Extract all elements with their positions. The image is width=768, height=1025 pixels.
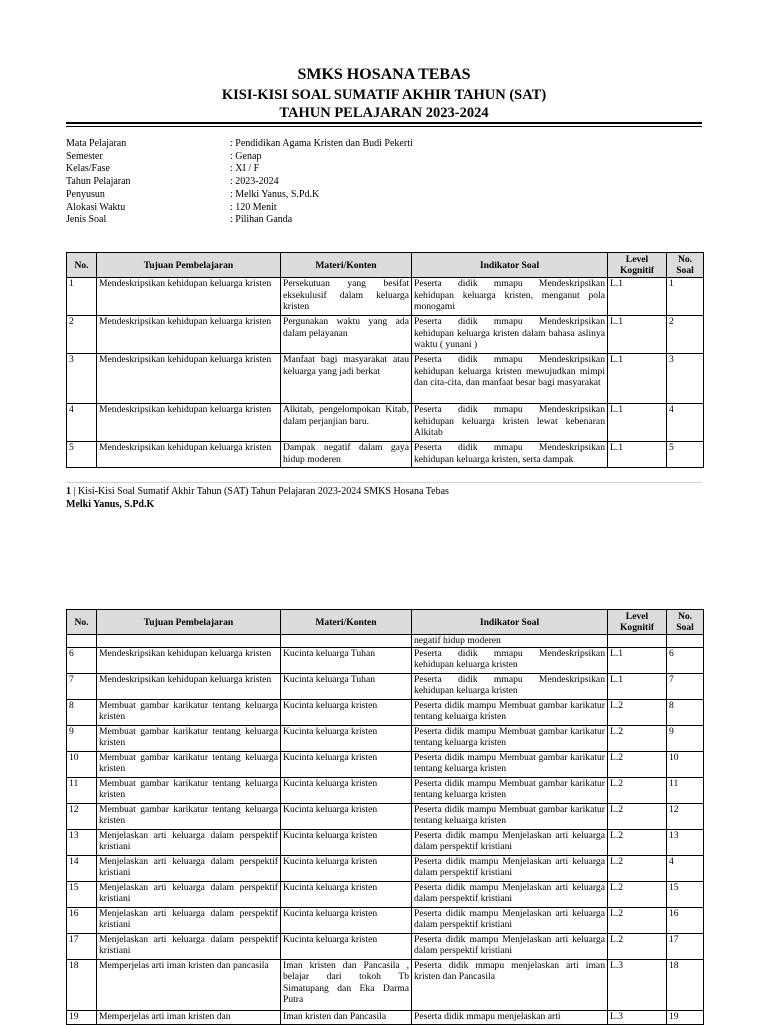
cell-tujuan: Mendeskripsikan kehidupan keluarga kristen — [97, 673, 281, 699]
cell-tujuan: Membuat gambar karikatur tentang keluarga kristen — [97, 725, 281, 751]
info-value: : Genap — [230, 150, 262, 162]
cell-no: 1 — [67, 278, 97, 316]
cell-materi: Kucinta keluarga kristen — [281, 777, 412, 803]
info-label: Mata Pelajaran — [66, 138, 127, 149]
col-header-materi: Materi/Konten — [281, 253, 412, 278]
col-header-nosoal: No. Soal — [667, 610, 704, 635]
col-header-nosoal: No. Soal — [667, 253, 704, 278]
cell-no: 16 — [67, 907, 97, 933]
info-row — [66, 163, 413, 176]
cell-level: L.2 — [608, 933, 667, 959]
table-header-row — [67, 610, 704, 635]
table-row — [67, 829, 704, 855]
cell-no: 7 — [67, 673, 97, 699]
footer-author: Melki Yanus, S.Pd.K — [66, 499, 155, 510]
table-row — [67, 777, 704, 803]
cell-level: L.2 — [608, 881, 667, 907]
cell-indikator: Peserta didik mampu Membuat gambar karikatur tentang keluarga kristen — [412, 751, 608, 777]
cell-materi: Kucinta keluarga kristen — [281, 855, 412, 881]
table-row — [67, 907, 704, 933]
cell-soal: 17 — [667, 933, 704, 959]
table-row — [67, 699, 704, 725]
info-value: : 2023-2024 — [230, 176, 279, 188]
cell-no: 19 — [67, 1010, 97, 1024]
cell-indikator: Peserta didik mmapu Mendeskripsikan kehidupan keluarga kristen — [412, 647, 608, 673]
col-header-level: Level Kognitif — [608, 610, 667, 635]
table-row — [67, 316, 704, 354]
cell-indikator: Peserta didik mampu Membuat gambar karikatur tentang keluarga kristen — [412, 803, 608, 829]
document-title: KISI-KISI SOAL SUMATIF AKHIR TAHUN (SAT) — [221, 87, 547, 103]
cell-soal: 3 — [667, 354, 704, 404]
cell-materi: Kucinta keluarga Tuhan — [281, 673, 412, 699]
cell-indikator: negatif hidup moderen — [412, 635, 608, 648]
cell-level: L.1 — [608, 442, 667, 468]
cell-materi: Kucinta keluarga kristen — [281, 725, 412, 751]
cell-level: L.2 — [608, 777, 667, 803]
cell-tujuan: Membuat gambar karikatur tentang keluarga kristen — [97, 777, 281, 803]
cell-tujuan: Membuat gambar karikatur tentang keluarga kristen — [97, 803, 281, 829]
table-row — [67, 673, 704, 699]
cell-soal: 12 — [667, 803, 704, 829]
cell-level: L.1 — [608, 647, 667, 673]
cell-materi: Iman kristen dan Pancasila , belajar dari tokoh Tb Simatupang dan Eka Darma Putra — [281, 959, 412, 1010]
cell-level: L.2 — [608, 829, 667, 855]
cell-soal: 18 — [667, 959, 704, 1010]
table-header-row — [67, 253, 704, 278]
table-row — [67, 647, 704, 673]
col-header-indikator: Indikator Soal — [412, 610, 608, 635]
cell-materi: Kucinta keluarga kristen — [281, 699, 412, 725]
col-header-indikator: Indikator Soal — [412, 253, 608, 278]
table-row — [67, 881, 704, 907]
cell-no: 13 — [67, 829, 97, 855]
cell-level: L.1 — [608, 404, 667, 442]
footer-page-number: 1 — [66, 486, 71, 497]
info-row — [66, 151, 413, 164]
cell-materi: Kucinta keluarga kristen — [281, 907, 412, 933]
cell-no: 9 — [67, 725, 97, 751]
cell-no: 3 — [67, 354, 97, 404]
cell-soal: 11 — [667, 777, 704, 803]
cell-soal: 7 — [667, 673, 704, 699]
cell-no: 11 — [67, 777, 97, 803]
cell-indikator: Peserta didik mampu Menjelaskan arti keluarga dalam perspektif kristiani — [412, 933, 608, 959]
cell-materi: Manfaat bagi masyarakat atau keluarga yang jadi berkat — [281, 354, 412, 404]
continuation-row — [67, 635, 704, 648]
cell-tujuan — [97, 635, 281, 648]
table-row — [67, 354, 704, 404]
cell-materi: Kucinta keluarga Tuhan — [281, 647, 412, 673]
table-row — [67, 442, 704, 468]
info-row — [66, 189, 413, 202]
info-value: : Melki Yanus, S.Pd.K — [230, 188, 320, 200]
info-label: Jenis Soal — [66, 214, 107, 226]
cell-indikator: Peserta didik mmapu Mendeskripsikan kehidupan keluarga kristen — [412, 673, 608, 699]
footer-text: | Kisi-Kisi Soal Sumatif Akhir Tahun (SAT) Tahun Pelajaran 2023-2024 SMKS Hosana Tebas — [71, 486, 449, 497]
table-row — [67, 725, 704, 751]
cell-level: L.2 — [608, 699, 667, 725]
cell-no: 17 — [67, 933, 97, 959]
cell-soal: 9 — [667, 725, 704, 751]
cell-no: 5 — [67, 442, 97, 468]
cell-tujuan: Mendeskripsikan kehidupan keluarga kristen — [97, 316, 281, 354]
footer-rule — [66, 482, 702, 483]
info-value: : 120 Menit — [230, 201, 277, 213]
table-row — [67, 855, 704, 881]
cell-no: 18 — [67, 959, 97, 1010]
cell-tujuan: Membuat gambar karikatur tentang keluarga kristen — [97, 699, 281, 725]
cell-tujuan: Menjelaskan arti keluarga dalam perspektif kristiani — [97, 907, 281, 933]
cell-materi: Iman kristen dan Pancasila — [281, 1010, 412, 1024]
cell-tujuan: Menjelaskan arti keluarga dalam perspektif kristiani — [97, 829, 281, 855]
cell-tujuan: Mendeskripsikan kehidupan keluarga kristen — [97, 647, 281, 673]
cell-no: 10 — [67, 751, 97, 777]
info-label: Tahun Pelajaran — [66, 176, 131, 188]
table-row — [67, 933, 704, 959]
cell-indikator: Peserta didik mmapu Mendeskripsikan kehidupan keluarga kristen mewujudkan mimpi dan cita-cita, dan manfaat besar bagi masyarakat — [412, 354, 608, 404]
cell-soal: 6 — [667, 647, 704, 673]
cell-indikator: Peserta didik mmapu Mendeskripsikan kehidupan keluarga kristen, menganut pola monogami — [412, 278, 608, 316]
cell-indikator: Peserta didik mmapu Mendeskripsikan kehidupan keluarga kristen, serta dampak — [412, 442, 608, 468]
cell-indikator: Peserta didik mmapu menjelaskan arti iman kristen dan Pancasila — [412, 959, 608, 1010]
cell-no: 4 — [67, 404, 97, 442]
cell-materi — [281, 635, 412, 648]
cell-level: L.2 — [608, 803, 667, 829]
col-header-materi: Materi/Konten — [281, 610, 412, 635]
table-row — [67, 959, 704, 1010]
table-row — [67, 404, 704, 442]
document-info — [66, 138, 413, 227]
info-value: : Pendidikan Agama Kristen dan Budi Pekerti — [230, 138, 413, 149]
cell-no: 8 — [67, 699, 97, 725]
cell-level: L.1 — [608, 354, 667, 404]
col-header-no: No. — [67, 610, 97, 635]
cell-tujuan: Mendeskripsikan kehidupan keluarga kristen — [97, 278, 281, 316]
cell-indikator: Peserta didik mmapu Mendeskripsikan kehidupan keluarga kristen lewat kebenaran Alkitab — [412, 404, 608, 442]
col-header-tujuan: Tujuan Pembelajaran — [97, 610, 281, 635]
page-footer — [66, 486, 449, 497]
cell-indikator: Peserta didik mampu Membuat gambar karikatur tentang keluarga kristen — [412, 777, 608, 803]
cell-soal: 8 — [667, 699, 704, 725]
cell-no: 2 — [67, 316, 97, 354]
header-rule-thin — [66, 126, 702, 127]
cell-tujuan: Mendeskripsikan kehidupan keluarga kristen — [97, 354, 281, 404]
info-label: Semester — [66, 150, 103, 162]
info-row — [66, 138, 413, 151]
cell-no — [67, 635, 97, 648]
table-row — [67, 278, 704, 316]
cell-materi: Dampak negatif dalam gaya hidup moderen — [281, 442, 412, 468]
table-row — [67, 803, 704, 829]
cell-indikator: Peserta didik mampu Menjelaskan arti keluarga dalam perspektif kristiani — [412, 881, 608, 907]
info-label: Penyusun — [66, 188, 105, 200]
cell-materi: Kucinta keluarga kristen — [281, 751, 412, 777]
cell-soal: 13 — [667, 829, 704, 855]
cell-level: L.2 — [608, 751, 667, 777]
cell-tujuan: Mendeskripsikan kehidupan keluarga kristen — [97, 442, 281, 468]
info-label: Kelas/Fase — [66, 163, 110, 175]
cell-no: 12 — [67, 803, 97, 829]
table-row — [67, 751, 704, 777]
cell-level: L.1 — [608, 278, 667, 316]
cell-indikator: Peserta didik mampu Menjelaskan arti keluarga dalam perspektif kristiani — [412, 855, 608, 881]
table-row — [67, 1010, 704, 1024]
cell-level: L.3 — [608, 959, 667, 1010]
cell-level — [608, 635, 667, 648]
cell-level: L.2 — [608, 725, 667, 751]
cell-tujuan: Mendeskripsikan kehidupan keluarga kristen — [97, 404, 281, 442]
cell-no: 14 — [67, 855, 97, 881]
cell-no: 15 — [67, 881, 97, 907]
cell-tujuan: Menjelaskan arti keluarga dalam perspektif kristiani — [97, 855, 281, 881]
cell-soal: 2 — [667, 316, 704, 354]
info-label: Alokasi Waktu — [66, 201, 126, 213]
cell-tujuan: Memperjelas arti iman kristen dan — [97, 1010, 281, 1024]
cell-level: L.1 — [608, 316, 667, 354]
cell-indikator: Peserta didik mmapu menjelaskan arti — [412, 1010, 608, 1024]
info-value: : Pilihan Ganda — [230, 214, 293, 226]
cell-indikator: Peserta didik mmapu Mendeskripsikan kehidupan keluarga kristen dalam bahasa aslinya waktu ( yunani ) — [412, 316, 608, 354]
kisi-kisi-table-page1 — [66, 252, 704, 468]
cell-level: L.2 — [608, 855, 667, 881]
cell-indikator: Peserta didik mampu Menjelaskan arti keluarga dalam perspektif kristiani — [412, 829, 608, 855]
cell-soal: 1 — [667, 278, 704, 316]
cell-indikator: Peserta didik mampu Membuat gambar karikatur tentang keluarga kristen — [412, 725, 608, 751]
cell-soal: 5 — [667, 442, 704, 468]
cell-materi: Pergunakan waktu yang ada dalam pelayanan — [281, 316, 412, 354]
cell-soal: 16 — [667, 907, 704, 933]
academic-year: TAHUN PELAJARAN 2023-2024 — [279, 105, 489, 121]
info-value: : XI / F — [230, 163, 260, 175]
cell-no: 6 — [67, 647, 97, 673]
col-header-no: No. — [67, 253, 97, 278]
info-row — [66, 202, 413, 215]
cell-soal — [667, 635, 704, 648]
cell-tujuan: Menjelaskan arti keluarga dalam perspektif kristiani — [97, 881, 281, 907]
cell-indikator: Peserta didik mampu Menjelaskan arti keluarga dalam perspektif kristiani — [412, 907, 608, 933]
cell-tujuan: Memperjelas arti iman kristen dan pancasila — [97, 959, 281, 1010]
info-row — [66, 176, 413, 189]
cell-tujuan: Menjelaskan arti keluarga dalam perspektif kristiani — [97, 933, 281, 959]
cell-materi: Persekutuan yang besifat eksekulusif dalam keluarga kristen — [281, 278, 412, 316]
col-header-tujuan: Tujuan Pembelajaran — [97, 253, 281, 278]
cell-materi: Kucinta keluarga kristen — [281, 881, 412, 907]
info-row — [66, 214, 413, 227]
cell-level: L.2 — [608, 907, 667, 933]
cell-soal: 4 — [667, 855, 704, 881]
col-header-level: Level Kognitif — [608, 253, 667, 278]
cell-level: L.1 — [608, 673, 667, 699]
cell-soal: 15 — [667, 881, 704, 907]
cell-materi: Kucinta keluarga kristen — [281, 933, 412, 959]
cell-soal: 4 — [667, 404, 704, 442]
school-name: SMKS HOSANA TEBAS — [297, 66, 471, 83]
cell-indikator: Peserta didik mampu Membuat gambar karikatur tentang keluarga kristen — [412, 699, 608, 725]
cell-soal: 10 — [667, 751, 704, 777]
cell-tujuan: Membuat gambar karikatur tentang keluarga kristen — [97, 751, 281, 777]
kisi-kisi-table-page2 — [66, 609, 704, 1025]
cell-materi: Alkitab, pengelompokan Kitab, dalam perjanjian baru. — [281, 404, 412, 442]
cell-materi: Kucinta keluarga kristen — [281, 803, 412, 829]
cell-level: L.3 — [608, 1010, 667, 1024]
cell-soal: 19 — [667, 1010, 704, 1024]
header-rule-thick — [66, 122, 702, 124]
cell-materi: Kucinta keluarga kristen — [281, 829, 412, 855]
